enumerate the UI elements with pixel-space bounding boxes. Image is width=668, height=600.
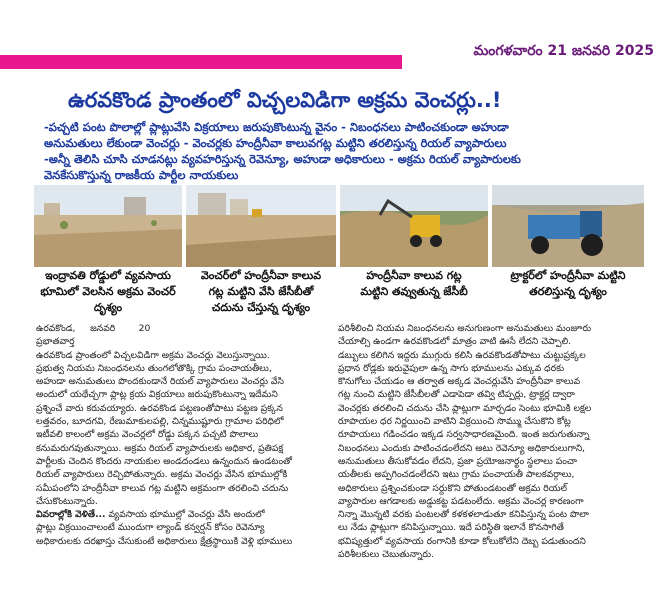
body-line: ప్రధాన రోడ్లకు ఇరువైపులా ఉన్న సాగు భూములను ఎక్కువ ధరకు xyxy=(338,362,565,374)
body-line: భవిష్యత్తులో వ్యవసాయ రంగానికి కూడా కోలుకోలేని దెబ్బ పడుతుందని xyxy=(338,535,586,547)
dateline xyxy=(36,322,326,335)
caption-line: వెంచర్‌లో హంద్రీనీవా కాలువ xyxy=(200,269,322,282)
body-line: చేసుకొంటున్నారు. xyxy=(36,495,98,507)
body-line: రియల్ వ్యాపారులు రెచ్చిపోతున్నారు. అక్రమ వెంచర్లు వేసిన భూముల్లోకి xyxy=(36,469,288,481)
caption-line: దృశ్యం xyxy=(93,301,123,314)
subheadline-3: -అన్నీ తెలిసి చూసి చూడనట్లు వ్యవహరిస్తున్న రెవెన్యూ, అహుడా అధికారులు - అక్రమ రియల్ వ్యాపారులకు xyxy=(44,152,521,166)
body-line: ప్రశ్నించే వారు కరువయ్యారు. ఉరవకొండ పట్టణంతోపాటు పట్టణ ప్రక్కన xyxy=(36,402,283,414)
body-line: అధికారులకు దరఖాస్తు చేసుకుంటే అధికారులు క్షేత్రస్థాయికి వెళ్లి భూములు xyxy=(36,535,293,547)
subheadline-1: -పచ్చటి పంట పొలాల్లో ప్లాట్లువేసి విక్రయాలు జరుపుకొంటున్న వైనం - నిబంధనలు పాటించకుండా అహుడా xyxy=(44,120,509,134)
body-line: నిన్నా మొన్నటి వరకు పంటలతో కళకళలాడుతూ కనిపిస్తున్న పంట పొలా xyxy=(338,509,589,521)
body-line: రూపాయల ధర నిర్ణయించి వాటిని విక్రయించి సొమ్ము చేసుకొని కోట్ల xyxy=(338,416,571,428)
body-line: ప్రభుత్వ నియమ నిబంధనలను తుంగలోతొక్కి గ్రామ పంచాయతీలు, xyxy=(36,362,272,374)
body-line: లు నేడు ప్లాట్లుగా కనిపిస్తున్నాయి. ఇదే పరిస్థితి ఇలానే కొనసాగితే xyxy=(338,522,564,534)
body-line: ఉరవకొండ ప్రాంతంలో విచ్చలవిడిగా అక్రమ వెంచర్లు వెలుస్తున్నాయి. xyxy=(36,349,270,361)
header-accent-strip xyxy=(0,55,470,69)
dateline-day: 20 xyxy=(138,323,151,334)
caption-line: తరలిస్తున్న దృశ్యం xyxy=(529,285,607,298)
photo-caption-3 xyxy=(340,268,488,300)
issue-date: మంగళవారం 21 జనవరి 2025 xyxy=(473,43,654,59)
body-line: అహుడా అనుమతులు పొందకుండానే రియల్ వ్యాపారులు వెంచర్లు వేసి xyxy=(36,376,284,388)
caption-line: ట్రాక్టర్‌లో హంద్రీనీవా మట్టిని xyxy=(510,269,626,282)
caption-line: ఇంద్రావతి రోడ్డులో వ్యవసాయ xyxy=(45,269,171,282)
body-line: సమీపంలోని హంద్రీనీవా కాలువ గట్ల మట్టిని అక్రమంగా తరలించి చదును xyxy=(36,482,289,494)
body-line: లత్తవరం, బూదగవి, రేణుమాకులపల్లి, చిన్నముష్టూరు గ్రామాల పరిధిలో xyxy=(36,416,284,428)
body-line: పరిశీలకులు చెబుతున్నారు. xyxy=(338,549,434,561)
article-headline: ఉరవకొండ ప్రాంతంలో విచ్చలవిడిగా అక్రమ వెంచర్లు..! xyxy=(68,88,502,112)
caption-line: చదును చేస్తున్న దృశ్యం xyxy=(211,301,311,314)
body-line: వ్యాపారుల ఆగడాలకు అడ్డుకట్ట పడటంలేదు. అక్రమ వెంచర్ల కారణంగా xyxy=(338,495,584,507)
caption-line: గట్ల మట్టిని వేసి జేసీబీతో xyxy=(208,285,314,298)
body-line: గట్ల నుంచి మట్టిని జేసీబీలతో ఎడాపెడా తవ్వి టిప్పర్లు, ట్రాక్టర్ల ద్వారా xyxy=(338,389,575,401)
field-photo xyxy=(34,185,182,267)
photo-caption-4 xyxy=(492,268,644,300)
body-line: డబ్బులు కలిగిన ఇద్దరు ముగ్గురు కలిసి ఉరవకొండతోపాటు చుట్టుప్రక్కల xyxy=(338,349,586,361)
body-line: అందులో యథేచ్చగా ప్లాట్ల క్రయ విక్రయాలు జరుపుకొంటున్నా ఇదేమని xyxy=(36,389,278,401)
caption-line: హంద్రీనీవా కాలువ గట్ల xyxy=(366,269,462,282)
body-line: పార్టీలకు చెందిన కొందరు నాయకుల అండదండలు ఉన్నందున ఉండటంతో xyxy=(36,455,293,467)
body-line: వెంచర్లకు తరలించి చదును చేసి ప్లాట్లుగా మార్చడం సెంటు భూమికి లక్షల xyxy=(338,402,592,414)
venture-photo xyxy=(186,185,336,267)
caption-line: మట్టిని తవ్వుతున్న జేసీబీ xyxy=(360,285,468,298)
body-line: పరిశీలించి నియమ నిబంధనలను అనుగుణంగా అనుమతులు మంజూరు xyxy=(338,323,592,334)
body-line: కొనుగోలు చేయడం ఆ తర్వాత అక్కడ వెంచర్లువేసి హంద్రీనీవా కాలువ xyxy=(338,376,581,388)
body-line: కనుమరుగవుతున్నాయి. అక్రమ రియల్ వ్యాపారులకు అధికార, ప్రతిపక్ష xyxy=(36,442,284,454)
source-line: ప్రభాతవార్త xyxy=(36,336,75,348)
tractor-photo xyxy=(492,185,644,267)
dateline-month: జనవరి xyxy=(90,323,116,334)
body-line-lead xyxy=(36,508,326,521)
body-line: రూపాయలు గడించడం ఇక్కడ సర్వసాధారణమైంది. ఇంత జరుగుతున్నా xyxy=(338,429,590,441)
lead-text: వ్యవసాయ భూముల్లో వెంచర్లు వేసి అందులో xyxy=(105,509,265,521)
body-line: ఇటీవలి కాలంలో అక్రమ వెంచర్లలో రోడ్డు పక్కన పచ్చటి పొలాలు xyxy=(36,429,259,441)
photo-caption-2 xyxy=(186,268,336,316)
caption-line: భూమిలో వెలసిన అక్రమ వెంచర్ xyxy=(40,285,176,298)
subheadline-2: అనుమతులు లేకుండా వెంచర్లు - వెంచర్లకు హంద్రీనీవా కాలువగట్ల మట్టిని తరలిస్తున్న రియల్ వ్యాపారులు xyxy=(44,136,507,150)
body-line: అనుమతులు తీసుకోవడం లేదని, ప్రజా ప్రయోజనార్థం స్థలాలు పంచా xyxy=(338,455,578,467)
photo-caption-1 xyxy=(34,268,182,316)
article-column-left xyxy=(36,322,326,548)
body-line: నిబంధనలు ఎందుకు పాటించడంలేదని అటు రెవెన్యూ అధికారులుగాని, xyxy=(338,442,586,454)
body-line: ప్లాట్లు విక్రయించాలంటే ముందుగా ల్యాండ్ కన్వర్షన్ కోసం రెవెన్యూ xyxy=(36,522,265,534)
lead-in: వివరాల్లోకి వెళితే... xyxy=(36,509,106,521)
jcb-photo xyxy=(340,185,488,267)
dateline-place: ఉరవకొండ, xyxy=(36,323,76,334)
subheadline-4: వెనకేసుకొస్తున్న రాజకీయ పార్టీల నాయకులు xyxy=(44,168,239,182)
article-column-right xyxy=(338,322,634,561)
body-line: అధికారులు ప్రశ్నించకుండా సర్దుకొని పోతుండటంతో అక్రమ రియల్ xyxy=(338,482,568,494)
body-line: యతీలకు అప్పగించడంలేదని ఇటు గ్రామ పంచాయతీ పాలకవర్గాలు, xyxy=(338,469,575,481)
body-line: చేయాల్సి ఉండగా ఉరవకొండలో మాత్రం వాటి ఊసే లేదని చెప్పాలి. xyxy=(338,336,572,348)
